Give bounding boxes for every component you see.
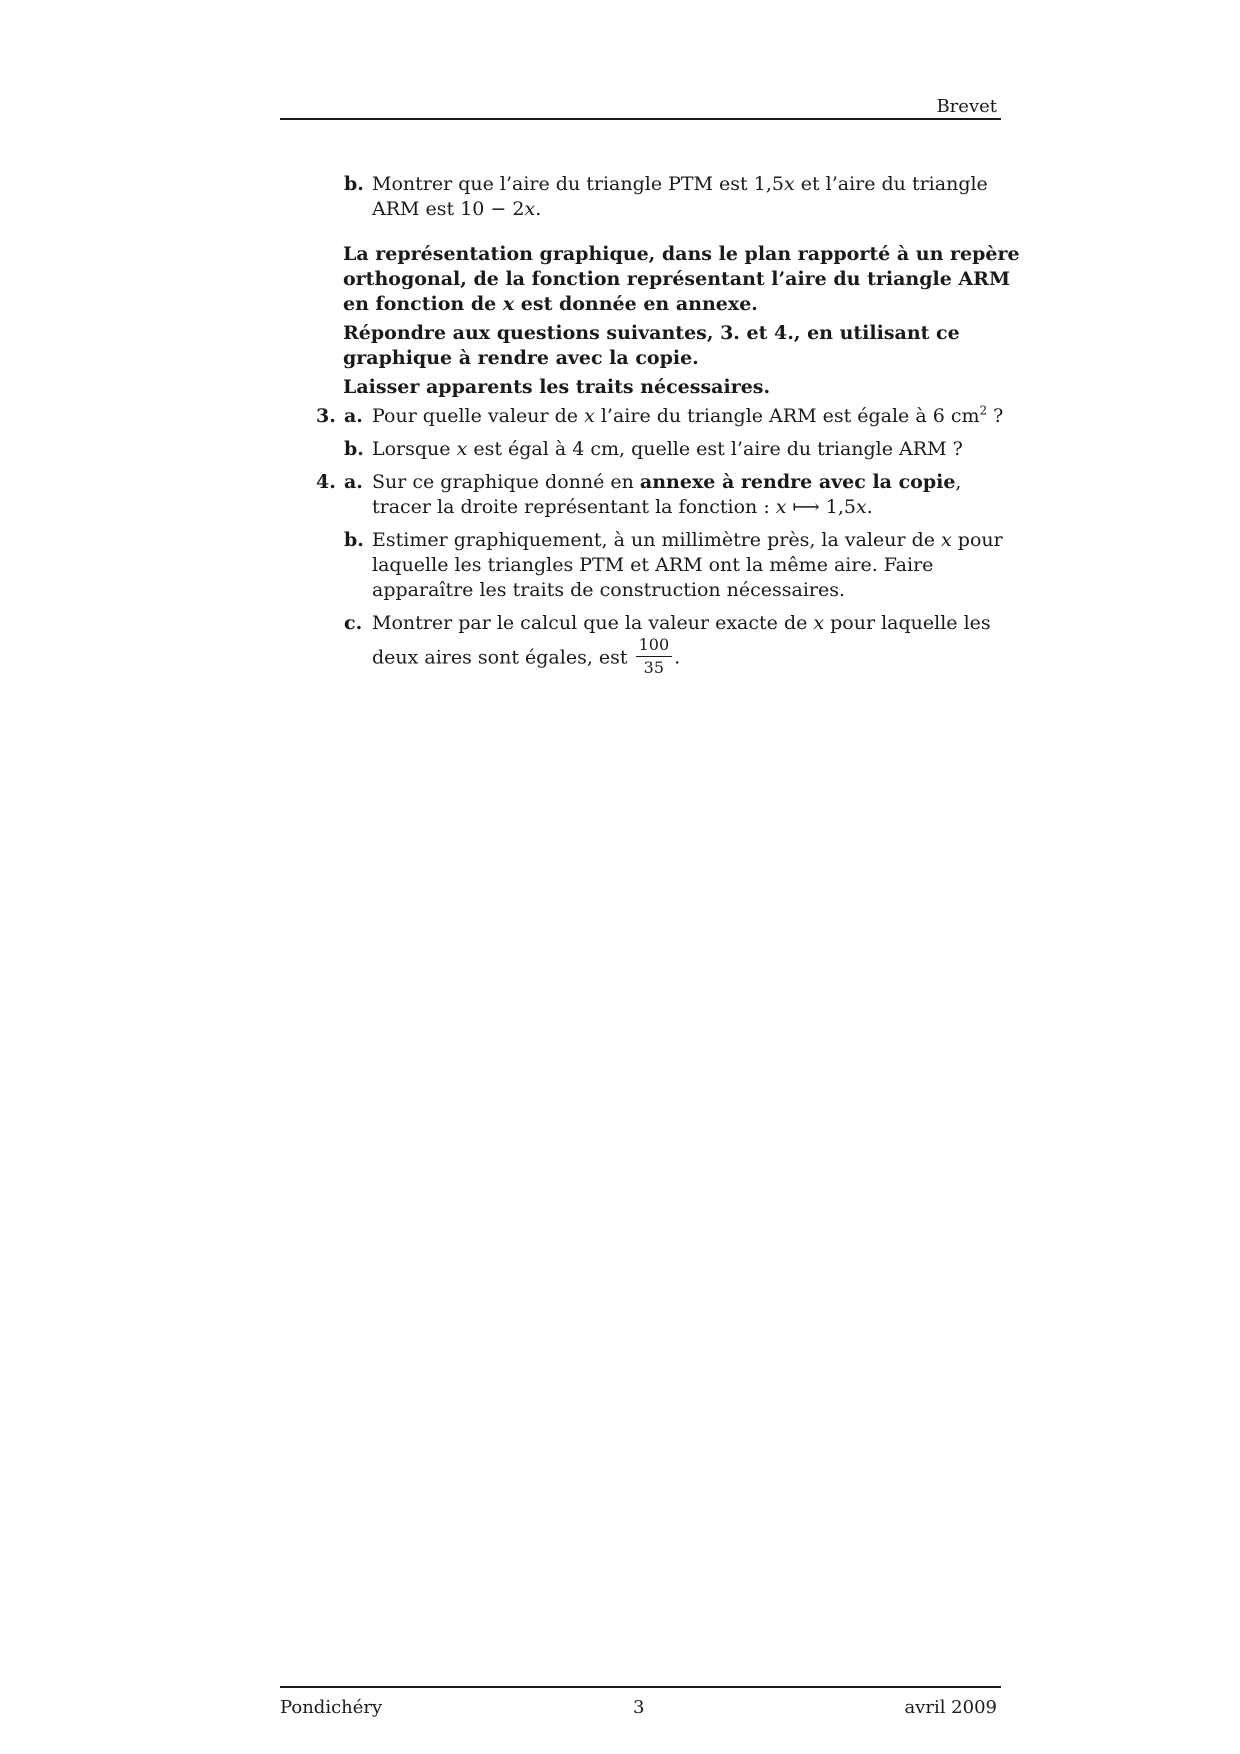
text-run: Pour quelle valeur de [372,405,585,427]
question-letter: a. [344,405,363,427]
text-run: Estimer graphiquement, à un millimètre près, la valeur de [372,529,942,551]
variable-x: x [502,293,515,315]
page-content [280,172,1020,689]
text-run: . [866,496,873,518]
text-run: La représentation graphique, dans le plan rapporté à un repère orthogonal, de la fonction représentant l’aire du triangle ARM en fonction de [343,243,1020,315]
footer-location: Pondichéry [280,1697,383,1718]
footer-date: avril 2009 [904,1697,997,1718]
text-run: l’aire du triangle ARM est égale à 6 cm [594,405,980,427]
bold-text: annexe à rendre avec la copie [639,471,956,493]
text-run: . [535,198,542,220]
question-3b [280,437,1020,462]
question-letter: a. [344,471,363,493]
variable-x: x [783,173,795,195]
variable-x: x [775,496,787,518]
question-2b [280,172,1020,222]
question-letter: b. [344,529,364,551]
question-letter: b. [344,438,364,460]
variable-x: x [524,198,536,220]
question-4b [280,528,1020,603]
instructions-block [280,242,1020,400]
text-run: pour laquelle les deux aires sont égales, est [372,612,991,669]
text-run: Lorsque [372,438,457,460]
question-number: 3. [316,405,336,427]
text-run: , tracer la droite représentant la fonction : [372,471,962,518]
footer-rule [280,1686,1001,1688]
question-letter: c. [344,612,363,634]
page-number: 3 [633,1697,645,1718]
text-run: Montrer que l’aire du triangle PTM est 1,5 [372,173,784,195]
variable-x: x [813,612,825,634]
text-run: et l’aire du triangle ARM est 10 − 2 [372,173,988,220]
exponent: 2 [979,403,988,418]
variable-x: x [856,496,867,518]
text-run: pour laquelle les triangles PTM et ARM ont la même aire. Faire apparaître les traits de construction nécessaires. [372,529,1003,601]
variable-x: x [584,405,595,427]
question-letter: b. [344,173,364,195]
text-run: . [674,646,681,669]
variable-x: x [941,529,952,551]
instruction-paragraph: Répondre aux questions suivantes, 3. et 4., en utilisant ce graphique à rendre avec la copie. [343,322,960,369]
text-run: est donnée en annexe. [514,293,758,315]
question-3a [280,404,1020,429]
question-number: 4. [316,471,336,493]
text-run: est égal à 4 cm, quelle est l’aire du triangle ARM ? [467,438,963,460]
instruction-paragraph: Laisser apparents les traits nécessaires. [343,376,771,398]
fraction-numerator: 100 [636,634,673,657]
question-4a [280,470,1020,520]
header-title: Brevet [936,96,997,117]
variable-x: x [456,438,468,460]
instruction-paragraph [343,242,1020,317]
question-4c [280,611,1020,681]
header-rule [280,118,1001,120]
text-run: ? [987,405,1004,427]
text-run: Sur ce graphique donné en [372,471,640,493]
fraction [636,634,673,679]
text-run: Montrer par le calcul que la valeur exacte de [372,612,814,634]
fraction-denominator: 35 [643,658,665,677]
text-run: ⟼ 1,5 [786,496,857,518]
